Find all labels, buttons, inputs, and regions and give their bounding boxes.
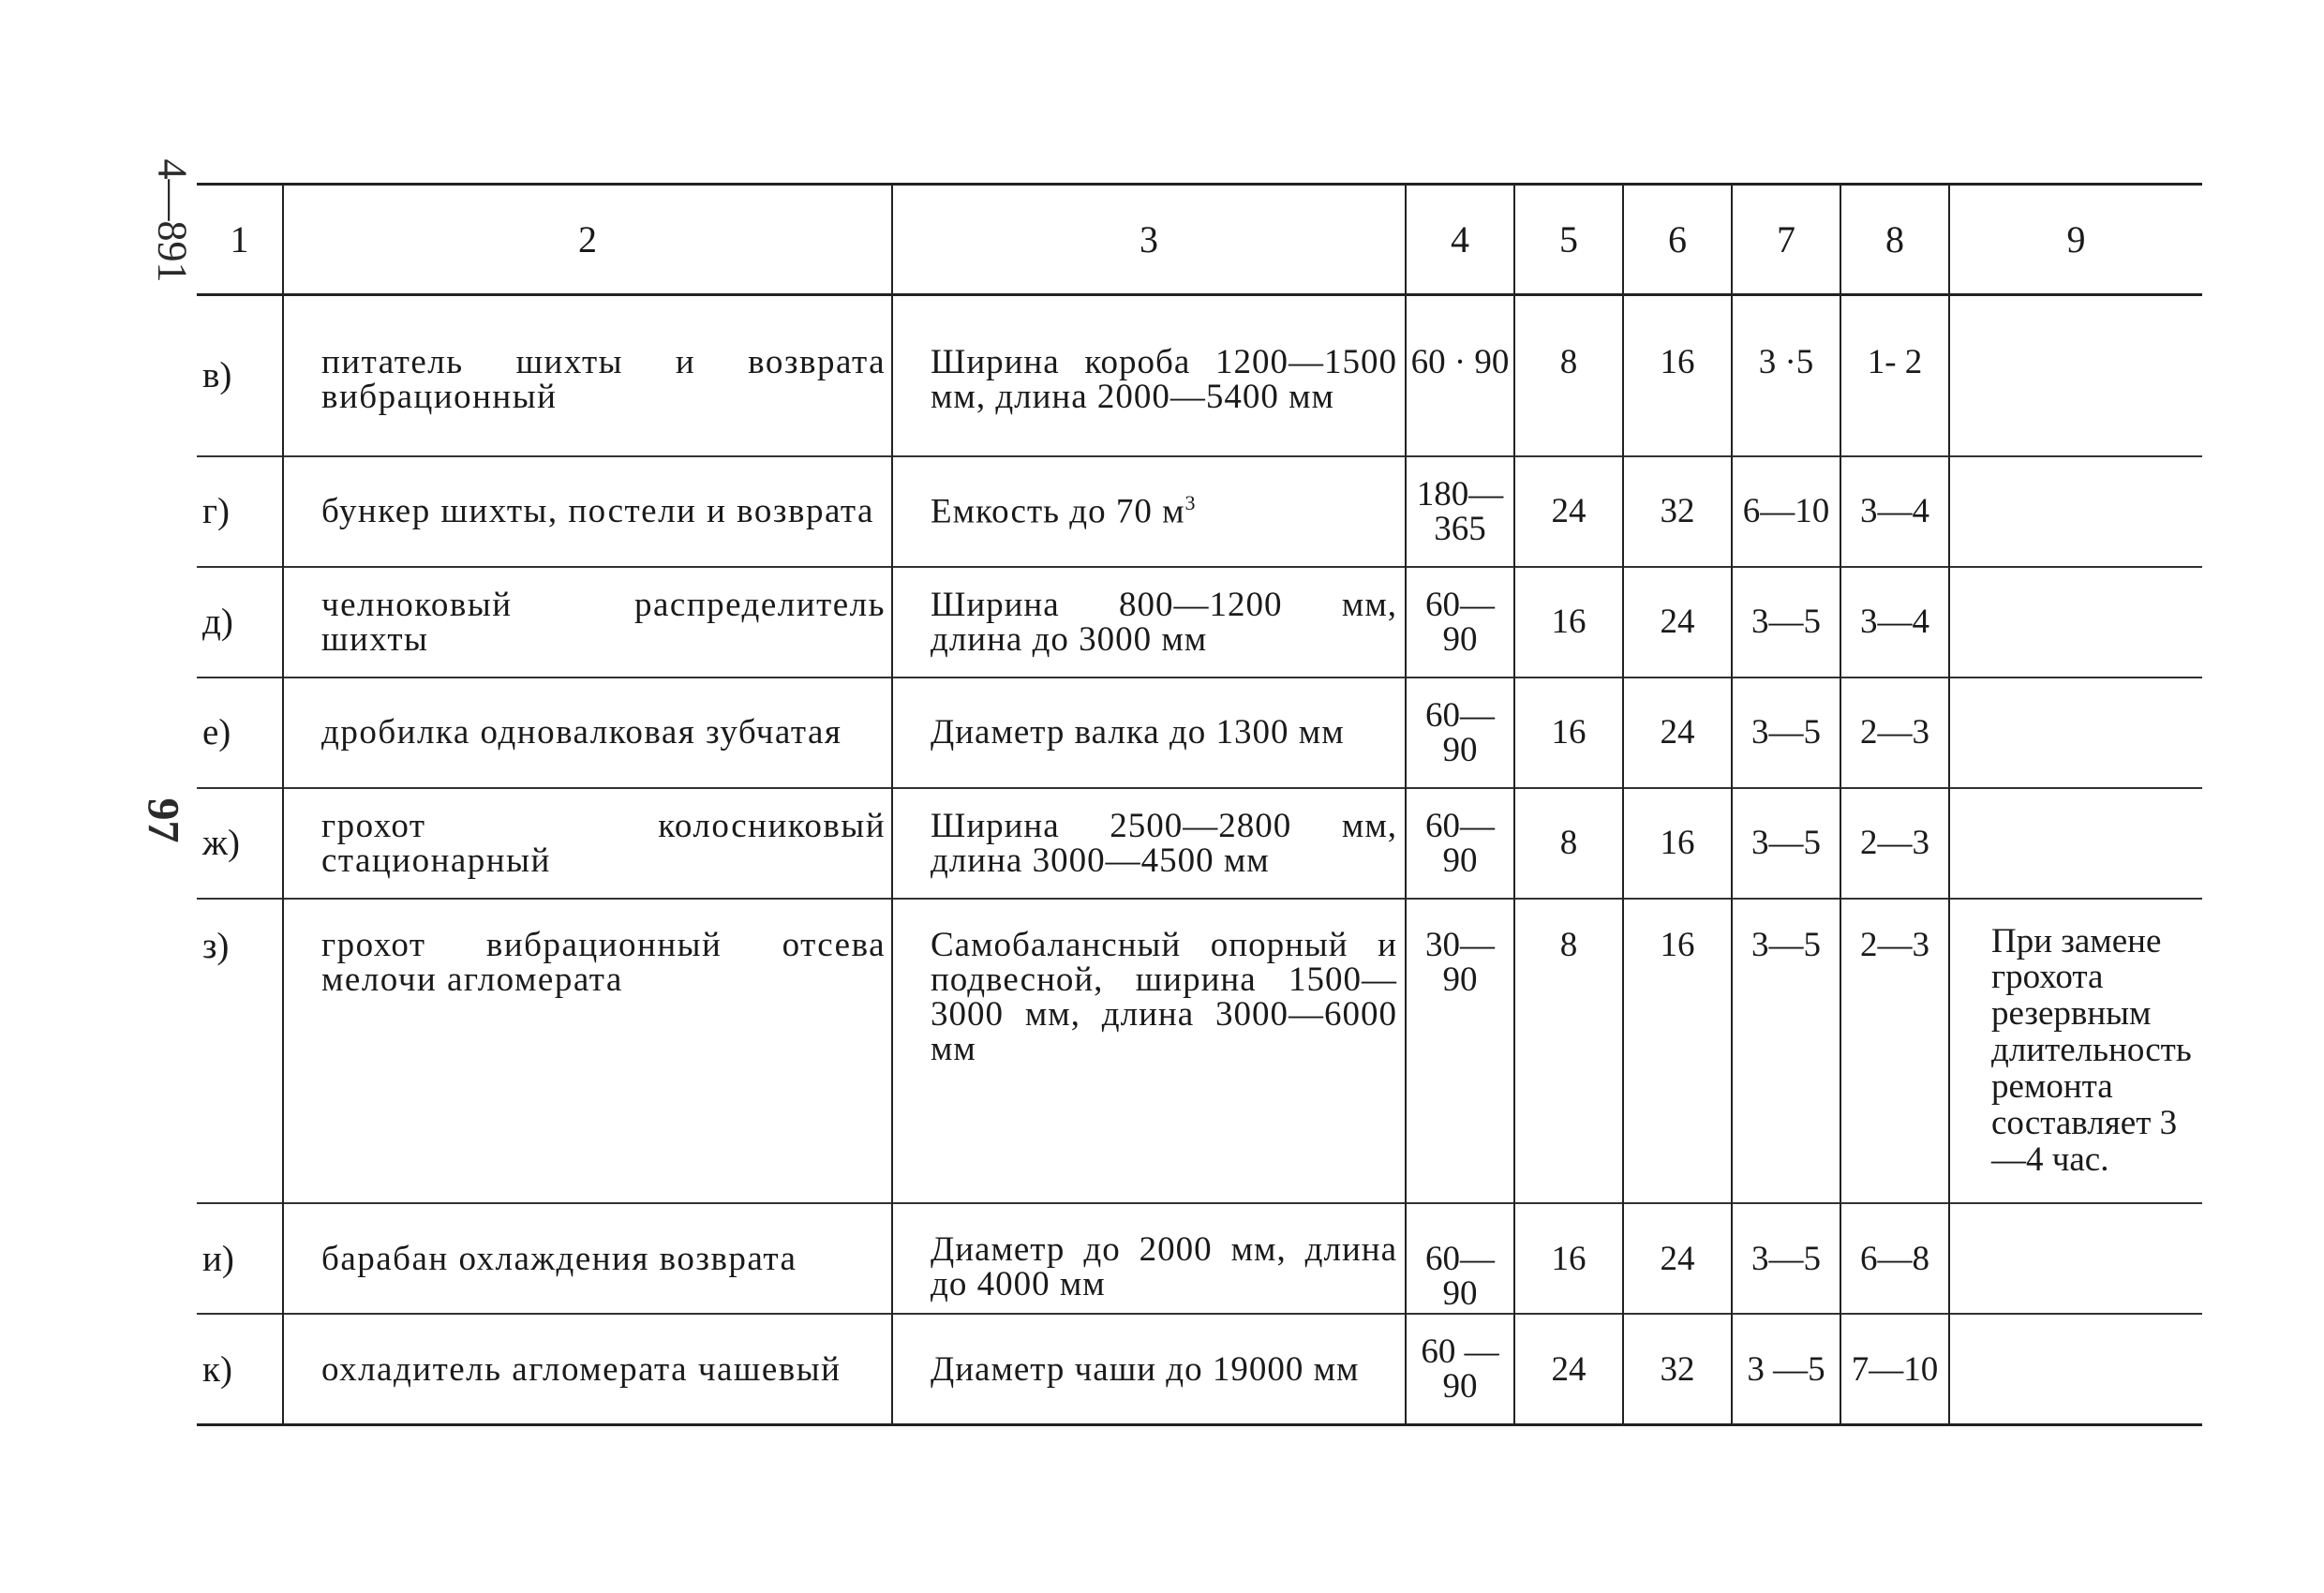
col-header-3: 3 <box>892 185 1406 295</box>
cell-col7: 3 —5 <box>1732 1314 1840 1424</box>
cell-col4: 60—90 <box>1406 677 1514 788</box>
col-header-7: 7 <box>1732 185 1840 295</box>
equipment-name: дробилка одновалковая зубчатая <box>283 677 892 788</box>
cell-col8: 7—10 <box>1840 1314 1949 1424</box>
equipment-name: бункер шихты, постели и возврата <box>283 456 892 567</box>
row-letter: в) <box>202 355 232 396</box>
row-letter: к) <box>202 1348 232 1390</box>
cell-col5: 8 <box>1514 788 1623 899</box>
table-row <box>197 899 2202 1204</box>
note-cell <box>1949 456 2202 567</box>
header-row <box>197 185 2202 295</box>
cell-col4: 180—365 <box>1406 456 1514 567</box>
equipment-spec <box>892 456 1406 567</box>
cell-col4: 60—90 <box>1406 788 1514 899</box>
cell-col7: 3—5 <box>1732 677 1840 788</box>
cell-col7: 3—5 <box>1732 788 1840 899</box>
cell-col5: 16 <box>1514 567 1623 677</box>
note-cell <box>1949 295 2202 456</box>
col-header-5: 5 <box>1514 185 1623 295</box>
cell-col8: 2—3 <box>1840 788 1949 899</box>
cell-col6: 32 <box>1623 1314 1732 1424</box>
col-header-2: 2 <box>283 185 892 295</box>
cell-col6: 16 <box>1623 899 1732 1204</box>
cell-col6: 16 <box>1623 788 1732 899</box>
note-cell <box>1949 677 2202 788</box>
cell-col4: 60—90 <box>1406 567 1514 677</box>
equipment-name: питатель шихты и возврата вибрационный <box>283 295 892 456</box>
repair-schedule-table <box>197 183 2202 1426</box>
equipment-spec: Ширина 800—1200 мм, длина до 3000 мм <box>892 567 1406 677</box>
cell-col8: 2—3 <box>1840 899 1949 1204</box>
spec-text: Емкость до 70 м <box>931 492 1185 531</box>
spec-superscript: 3 <box>1184 491 1197 515</box>
equipment-spec: Самобалансный опорный и подвесной, ширина 1500—3000 мм, длина 3000—6000 мм <box>892 899 1406 1204</box>
cell-col6: 24 <box>1623 677 1732 788</box>
cell-col7: 6—10 <box>1732 456 1840 567</box>
cell-col7: 3 ·5 <box>1732 295 1840 456</box>
row-letter: г) <box>202 491 230 531</box>
row-letter: и) <box>202 1238 234 1279</box>
equipment-name: грохот колосниковый стационарный <box>283 788 892 899</box>
note-cell: При замене грохота резервным длительность ремонта составляет 3—4 час. <box>1949 899 2202 1204</box>
cell-col4: 60 · 90 <box>1406 295 1514 456</box>
cell-col5: 8 <box>1514 295 1623 456</box>
equipment-name: челноковый распределитель шихты <box>283 567 892 677</box>
cell-col8: 3—4 <box>1840 567 1949 677</box>
equipment-name: грохот вибрационный отсева мелочи агломерата <box>283 899 892 1204</box>
row-letter: е) <box>202 712 231 752</box>
cell-col4: 60—90 <box>1406 1203 1514 1314</box>
cell-col5: 16 <box>1514 677 1623 788</box>
cell-col6: 24 <box>1623 1203 1732 1314</box>
col-header-9: 9 <box>1949 185 2202 295</box>
equipment-spec: Ширина 2500—2800 мм, длина 3000—4500 мм <box>892 788 1406 899</box>
row-letter: ж) <box>202 823 240 863</box>
cell-col5: 24 <box>1514 1314 1623 1424</box>
cell-col7: 3—5 <box>1732 567 1840 677</box>
col-header-8: 8 <box>1840 185 1949 295</box>
cell-col7: 3—5 <box>1732 899 1840 1204</box>
row-letter: з) <box>202 925 230 966</box>
cell-col4: 30—90 <box>1406 899 1514 1204</box>
cell-col4: 60 —90 <box>1406 1314 1514 1424</box>
page-number: 97 <box>138 797 188 843</box>
equipment-spec: Ширина короба 1200—1500 мм, длина 2000—5400 мм <box>892 295 1406 456</box>
table-row <box>197 1314 2202 1424</box>
note-cell <box>1949 567 2202 677</box>
row-letter: д) <box>202 602 233 642</box>
col-header-6: 6 <box>1623 185 1732 295</box>
cell-col7: 3—5 <box>1732 1203 1840 1314</box>
table-row <box>197 677 2202 788</box>
equipment-name: барабан охлаждения возврата <box>283 1203 892 1314</box>
document-code: 4—891 <box>149 158 196 283</box>
equipment-spec: Диаметр до 2000 мм, длина до 4000 мм <box>892 1203 1406 1314</box>
table-row <box>197 456 2202 567</box>
equipment-spec: Диаметр чаши до 19000 мм <box>892 1314 1406 1424</box>
cell-col8: 6—8 <box>1840 1203 1949 1314</box>
cell-col6: 24 <box>1623 567 1732 677</box>
col-header-1: 1 <box>230 217 249 261</box>
cell-col5: 8 <box>1514 899 1623 1204</box>
cell-col5: 16 <box>1514 1203 1623 1314</box>
table-row <box>197 567 2202 677</box>
cell-col8: 2—3 <box>1840 677 1949 788</box>
col-header-4: 4 <box>1406 185 1514 295</box>
cell-col8: 1- 2 <box>1840 295 1949 456</box>
note-cell <box>1949 1203 2202 1314</box>
note-cell <box>1949 788 2202 899</box>
note-cell <box>1949 1314 2202 1424</box>
cell-col6: 32 <box>1623 456 1732 567</box>
cell-col8: 3—4 <box>1840 456 1949 567</box>
table-row <box>197 788 2202 899</box>
table-row <box>197 1203 2202 1314</box>
table-row <box>197 295 2202 456</box>
cell-col6: 16 <box>1623 295 1732 456</box>
cell-col5: 24 <box>1514 456 1623 567</box>
equipment-name: охладитель агломерата чашевый <box>283 1314 892 1424</box>
equipment-spec: Диаметр валка до 1300 мм <box>892 677 1406 788</box>
